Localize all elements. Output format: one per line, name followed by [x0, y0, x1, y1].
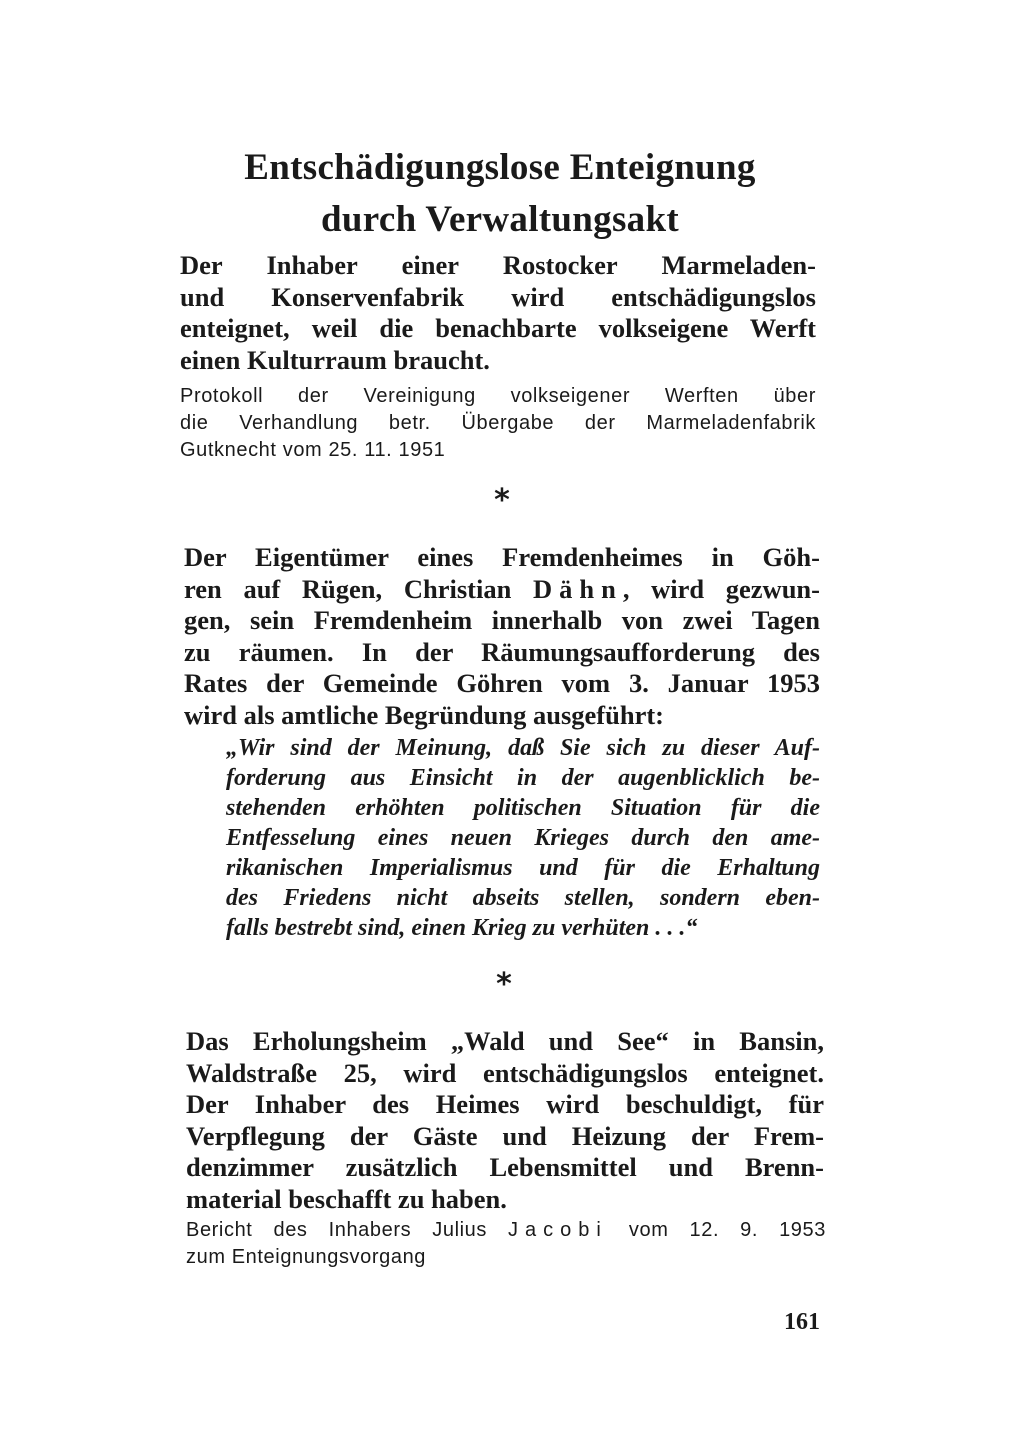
section-2-line: Der Eigentümer eines Fremdenheimes in Göh-	[184, 542, 820, 572]
spaced-name: Jacobi	[508, 1219, 608, 1241]
separator-asterisk: *	[496, 967, 512, 1002]
section-1-line: einen Kulturraum braucht.	[180, 344, 490, 375]
section-2-line: zu räumen. In der Räumungsaufforderung des	[184, 636, 820, 667]
quote-line: forderung aus Einsicht in der augenblicklich be-	[226, 765, 820, 791]
quote-line: Entfesselung eines neuen Krieges durch den ame-	[226, 825, 820, 851]
section-1-line: enteignet, weil die benachbarte volkseigene Werft	[180, 313, 816, 343]
section-3-line: denzimmer zusätzlich Lebensmittel und Brenn-	[186, 1152, 824, 1182]
quote-line: falls bestrebt sind, einen Krieg zu verhüten . . .“	[226, 915, 698, 941]
source-line: zum Enteignungsvorgang	[186, 1246, 427, 1268]
source-line: die Verhandlung betr. Übergabe der Marmeladenfabrik	[180, 412, 816, 434]
spaced-name: Dähn	[532, 573, 623, 604]
section-1-body	[180, 250, 816, 376]
quote-line: rikanischen Imperialismus und für die Erhaltung	[226, 855, 820, 881]
title-line-1: Entschädigungslose Enteignung	[244, 147, 756, 188]
section-2-line: gen, sein Fremdenheim innerhalb von zwei Tagen	[184, 605, 820, 635]
section-3-source	[186, 1217, 826, 1271]
quote-line: stehenden erhöhten politischen Situation für die	[226, 795, 820, 821]
source-line: Protokoll der Vereinigung volkseigener Werften über	[180, 385, 816, 407]
text-run: ren auf Rügen, Christian	[184, 573, 512, 604]
section-2-line: Rates der Gemeinde Göhren vom 3. Januar 1953	[184, 668, 820, 698]
source-line	[186, 1217, 826, 1244]
section-3-line: Waldstraße 25, wird entschädigungslos enteignet.	[186, 1057, 824, 1088]
source-line: Gutknecht vom 25. 11. 1951	[180, 439, 446, 461]
section-2-line: wird als amtliche Begründung ausgeführt:	[184, 699, 664, 730]
page-number: 161	[784, 1309, 820, 1335]
page-title	[180, 142, 820, 246]
section-1-line: und Konservenfabrik wird entschädigungslos	[180, 281, 816, 312]
quote-line: „Wir sind der Meinung, daß Sie sich zu dieser Auf-	[226, 735, 820, 761]
section-2-body	[184, 542, 820, 731]
quotation	[226, 733, 820, 943]
quote-line: des Friedens nicht abseits stellen, sondern eben-	[226, 885, 820, 911]
section-3-line: material beschafft zu haben.	[186, 1183, 507, 1214]
text-run: , wird gezwun-	[622, 573, 820, 604]
section-3-line: Der Inhaber des Heimes wird beschuldigt, für	[186, 1089, 824, 1119]
section-3-line: Das Erholungsheim „Wald und See“ in Bansin,	[186, 1026, 824, 1056]
title-line-2: durch Verwaltungsakt	[321, 199, 679, 240]
section-3-body	[186, 1026, 824, 1215]
section-1-line: Der Inhaber einer Rostocker Marmeladen-	[180, 250, 816, 280]
section-1-source	[180, 383, 816, 464]
separator-asterisk: *	[494, 483, 510, 518]
section-2-line	[184, 574, 820, 606]
text-run: vom 12. 9. 1953	[628, 1219, 826, 1241]
section-3-line: Verpflegung der Gäste und Heizung der Frem-	[186, 1120, 824, 1151]
text-run: Bericht des Inhabers Julius	[186, 1219, 487, 1241]
